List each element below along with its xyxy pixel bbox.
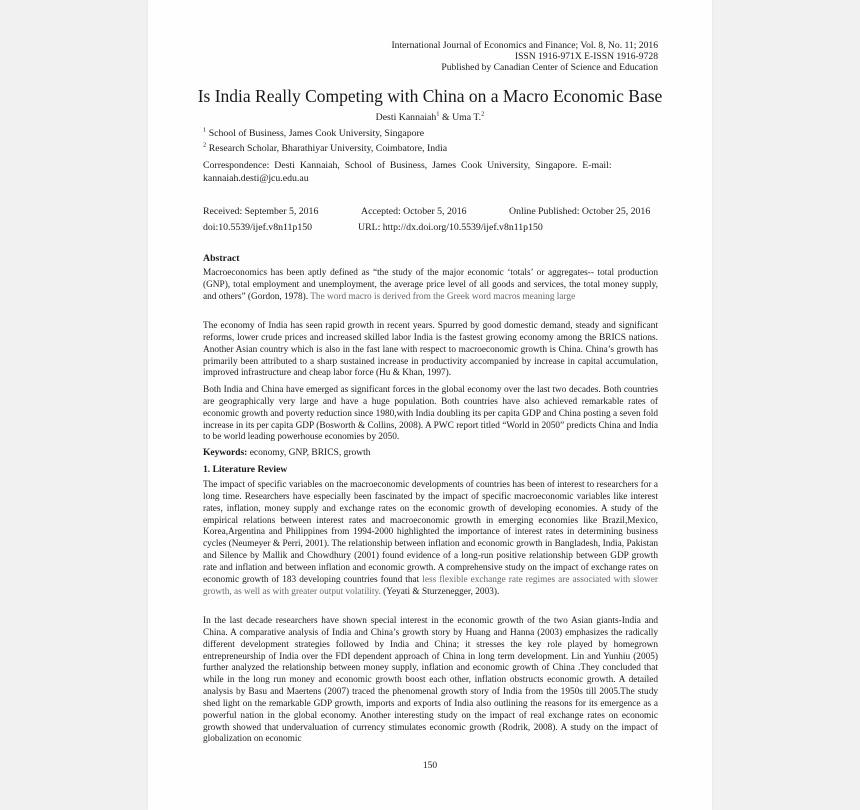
doi[interactable]: doi:10.5539/ijef.v8n11p150 [203, 222, 313, 233]
affiliation-2-mark: 2 [203, 141, 207, 149]
received-date: Received: September 5, 2016 [203, 206, 319, 217]
affiliation-1-text: School of Business, James Cook University, Singapore [206, 128, 425, 139]
abstract-paragraph-3: Both India and China have emerged as significant forces in the global economy over the last two decades. Both countries are geographically very large and have a huge population. Both countries have also achieved remarkable rates of economic growth and poverty reduction since 1980,with India doubling its per capita GDP and China posting a seven fold increase in its per capita GDP (Bosworth & Collins, 2008). A PWC report titled “World in 2050” predicts China and India to be world leading powerhouse economies by 2050. [203, 385, 658, 443]
author-line [148, 112, 712, 123]
journal-header: International Journal of Economics and Finance; Vol. 8, No. 11; 2016 [391, 40, 658, 51]
keywords-line [203, 448, 370, 458]
abstract-paragraph-1-grey: The word macro is derived from the Greek word macros meaning large [308, 291, 576, 302]
keywords-text: economy, GNP, BRICS, growth [247, 448, 371, 458]
author-separator: & [439, 112, 453, 123]
affiliation-2 [203, 143, 447, 154]
literature-paragraph-1-grey: less flexible exchange rate regimes are associated with slower growth, as well as with greater output volatility. [203, 574, 658, 597]
doi-url[interactable]: URL: http://dx.doi.org/10.5539/ijef.v8n11p150 [358, 222, 543, 233]
paper-page [148, 0, 712, 810]
keywords-label: Keywords: [203, 448, 248, 458]
author-2-mark: 2 [481, 110, 485, 118]
publisher-line: Published by Canadian Center of Science and Education [441, 62, 658, 73]
abstract-paragraph-1-text: Macroeconomics has been aptly defined as “the study of the major economic ‘totals’ or aggregates-- total production (GNP), total employment and unemployment, the average price level of all goods and services, the total money supply, and others” (Gordon, 1978). [203, 268, 658, 302]
published-date: Online Published: October 25, 2016 [509, 206, 651, 217]
section-heading-literature-review: 1. Literature Review [203, 464, 288, 475]
page-number: 150 [422, 761, 438, 771]
abstract-heading: Abstract [203, 253, 240, 264]
correspondence-email[interactable]: kannaiah.desti@jcu.edu.au [203, 173, 309, 184]
author-2: Uma T. [452, 112, 482, 123]
affiliation-1 [203, 128, 424, 139]
affiliation-2-text: Research Scholar, Bharathiyar University, Coimbatore, India [206, 143, 448, 154]
issn-line: ISSN 1916-971X E-ISSN 1916-9728 [514, 51, 658, 62]
author-1: Desti Kannaiah [375, 112, 437, 123]
literature-paragraph-2: In the last decade researchers have shown special interest in the economic growth of the two Asian giants-India and China. A comparative analysis of India and China’s growth story by Huang and Hanna (2003) emphasizes the radically different development strategies followed by India and China; it stresses the key role played by homegrown entrepreneurship of India over the FDI dependent approach of China in long term development. Lin and Yunhiu (2005) further analyzed the relationship between money supply, inflation and economic growth of China .They concluded that while in the long run money and economic growth boost each other, inflation obstructs economic growth. A detailed analysis by Basu and Maertens (2007) traced the phenomenal growth story of India from the 1950s till 2005.The study shed light on the remarkable GDP growth, imports and exports of India also outlining the reasons for its emergence as a powerful nation in the global economy. Another interesting study on the impact of real exchange rates on economic growth showed that undervaluation of currency stimulates economic growth (Rodrik, 2008). A study on the impact of globalization on economic [203, 616, 658, 745]
literature-paragraph-1 [203, 480, 658, 598]
literature-paragraph-1-tail: (Yeyati & Sturzenegger, 2003). [380, 586, 500, 597]
author-1-mark: 1 [436, 110, 440, 118]
paper-title: Is India Really Competing with China on a Macro Economic Base [197, 86, 663, 106]
affiliation-1-mark: 1 [203, 126, 207, 134]
correspondence-line-1: Correspondence: Desti Kannaiah, School of Business, James Cook University, Singapore. E-mail: [203, 160, 612, 171]
abstract-paragraph-1 [203, 268, 658, 304]
literature-paragraph-1-text: The impact of specific variables on the macroeconomic developments of countries has been of interest to researchers for a long time. Researchers have especially been fascinated by the impact of specific macroeconomic variables like interest rates, inflation, money supply and exchange rates on the economic growth of developing economies. A study of the empirical relations between interest rates and macroeconomic growth in emerging economies like Brazil,Mexico, Korea,Argentina and Philippines from 1994-2000 highlighted the importance of interest rates in determining business cycles (Neumeyer & Perri, 2001). The relationship between inflation and economic growth in Bangladesh, India, Pakistan and Silence by Mallik and Chowdhury (2001) found evidence of a long-run positive relationship between GDP growth rate and inflation and between inflation and economic growth. A comprehensive study on the impact of exchange rates on economic growth of 183 developing countries found that [203, 480, 658, 585]
abstract-paragraph-2: The economy of India has seen rapid growth in recent years. Spurred by good domestic demand, steady and significant reforms, lower crude prices and increased skilled labor India is the fastest growing economy among the BRICS nations. Another Asian country which is also in the fast lane with respect to macroeconomic growth is China. China’s growth has primarily been attributed to a sharp sustained increase in productivity accompanied by increase in capital accumulation, improved infrastructure and cheap labor force (Hu & Khan, 1997). [203, 321, 658, 379]
accepted-date: Accepted: October 5, 2016 [361, 206, 467, 217]
